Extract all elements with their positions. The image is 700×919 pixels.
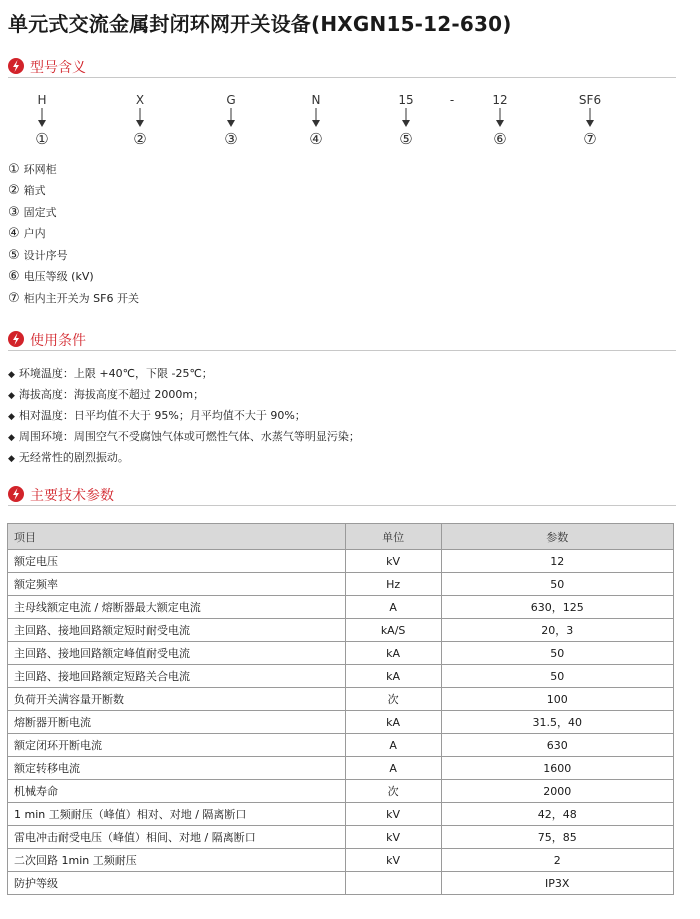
cell-value: 50 xyxy=(441,665,673,688)
code-char-dash: - xyxy=(449,93,455,107)
code-number-6: ⑥ xyxy=(493,130,507,148)
meaning-item xyxy=(8,268,94,284)
code-number-5: ⑤ xyxy=(399,130,413,148)
code-char-h: H xyxy=(37,93,47,107)
table-row xyxy=(8,734,674,757)
meaning-text: 电压等级 (kV) xyxy=(23,270,94,283)
down-arrow-icon xyxy=(37,108,47,128)
lightning-bolt-icon xyxy=(8,331,24,347)
col-header-unit: 单位 xyxy=(345,524,441,550)
code-number-1: ① xyxy=(35,130,49,148)
page-title: 单元式交流金属封闭环网开关设备(HXGN15-12-630) xyxy=(8,12,512,36)
cell-item: 1 min 工频耐压（峰值）相对、对地 / 隔离断口 xyxy=(8,803,346,826)
cell-unit: kA xyxy=(345,711,441,734)
meaning-number: ⑥ xyxy=(8,269,20,284)
table-row xyxy=(8,550,674,573)
code-number-2: ② xyxy=(133,130,147,148)
cell-unit: kV xyxy=(345,849,441,872)
cell-item: 防护等级 xyxy=(8,872,346,895)
code-char-n: N xyxy=(311,93,321,107)
table-row xyxy=(8,665,674,688)
condition-item xyxy=(8,386,204,402)
meaning-number: ① xyxy=(8,162,20,177)
meaning-text: 柜内主开关为 SF6 开关 xyxy=(23,292,139,305)
code-number-4: ④ xyxy=(309,130,323,148)
cell-unit: A xyxy=(345,596,441,619)
table-row xyxy=(8,596,674,619)
cell-value: 630 xyxy=(441,734,673,757)
cell-unit xyxy=(345,872,441,895)
col-header-item: 项目 xyxy=(8,524,346,550)
table-row xyxy=(8,619,674,642)
meaning-item xyxy=(8,182,46,198)
meaning-item xyxy=(8,161,57,177)
meaning-text: 环网柜 xyxy=(23,163,57,176)
down-arrow-icon xyxy=(226,108,236,128)
diamond-bullet-icon: ◆ xyxy=(8,433,15,443)
meaning-item xyxy=(8,247,68,263)
meaning-text: 户内 xyxy=(23,227,46,240)
meaning-number: ⑦ xyxy=(8,291,20,306)
table-row xyxy=(8,573,674,596)
cell-item: 主母线额定电流 / 熔断器最大额定电流 xyxy=(8,596,346,619)
cell-item: 熔断器开断电流 xyxy=(8,711,346,734)
table-row xyxy=(8,849,674,872)
condition-text: 相对温度：日平均值不大于 95%；月平均值不大于 90%； xyxy=(18,409,306,422)
meaning-number: ② xyxy=(8,183,20,198)
cell-unit: kA xyxy=(345,642,441,665)
code-number-3: ③ xyxy=(224,130,238,148)
cell-item: 负荷开关满容量开断数 xyxy=(8,688,346,711)
table-header-row xyxy=(8,524,674,550)
cell-value: 1600 xyxy=(441,757,673,780)
condition-text: 海拔高度：海拔高度不超过 2000m； xyxy=(18,388,205,401)
cell-value: 50 xyxy=(441,642,673,665)
cell-value: 42，48 xyxy=(441,803,673,826)
condition-item xyxy=(8,407,306,423)
table-row xyxy=(8,803,674,826)
cell-item: 主回路、接地回路额定峰值耐受电流 xyxy=(8,642,346,665)
code-char-x: X xyxy=(135,93,145,107)
down-arrow-icon xyxy=(311,108,321,128)
cell-unit: Hz xyxy=(345,573,441,596)
cell-item: 机械寿命 xyxy=(8,780,346,803)
meaning-text: 固定式 xyxy=(23,206,57,219)
cell-item: 额定电压 xyxy=(8,550,346,573)
table-row xyxy=(8,688,674,711)
condition-text: 周围环境：周围空气不受腐蚀气体或可燃性气体、水蒸气等明显污染； xyxy=(18,430,360,443)
cell-item: 主回路、接地回路额定短路关合电流 xyxy=(8,665,346,688)
meaning-text: 箱式 xyxy=(23,184,46,197)
condition-text: 无经常性的剧烈振动。 xyxy=(18,451,129,464)
cell-value: 2 xyxy=(441,849,673,872)
cell-unit: kV xyxy=(345,826,441,849)
section-header-model xyxy=(8,57,676,78)
cell-item: 二次回路 1min 工频耐压 xyxy=(8,849,346,872)
meaning-item xyxy=(8,290,139,306)
table-row xyxy=(8,711,674,734)
diamond-bullet-icon: ◆ xyxy=(8,370,15,380)
code-char-voltage: 12 xyxy=(492,93,508,107)
specs-table xyxy=(7,523,674,895)
table-row xyxy=(8,757,674,780)
cell-unit: kV xyxy=(345,550,441,573)
cell-value: 75，85 xyxy=(441,826,673,849)
meaning-number: ⑤ xyxy=(8,248,20,263)
col-header-value: 参数 xyxy=(441,524,673,550)
cell-unit: A xyxy=(345,734,441,757)
lightning-bolt-icon xyxy=(8,58,24,74)
code-char-sf6: SF6 xyxy=(578,93,602,107)
cell-value: 20，3 xyxy=(441,619,673,642)
diamond-bullet-icon: ◆ xyxy=(8,412,15,422)
down-arrow-icon xyxy=(135,108,145,128)
table-row xyxy=(8,780,674,803)
cell-value: 630，125 xyxy=(441,596,673,619)
code-char-design: 15 xyxy=(398,93,414,107)
code-number-7: ⑦ xyxy=(583,130,597,148)
meaning-item xyxy=(8,204,57,220)
table-row xyxy=(8,642,674,665)
table-row xyxy=(8,826,674,849)
meaning-number: ④ xyxy=(8,226,20,241)
cell-item: 额定转移电流 xyxy=(8,757,346,780)
cell-value: IP3X xyxy=(441,872,673,895)
cell-value: 2000 xyxy=(441,780,673,803)
down-arrow-icon xyxy=(401,108,411,128)
cell-value: 31.5，40 xyxy=(441,711,673,734)
cell-value: 100 xyxy=(441,688,673,711)
down-arrow-icon xyxy=(585,108,595,128)
section-title-model: 型号含义 xyxy=(30,60,86,76)
table-row xyxy=(8,872,674,895)
cell-unit: A xyxy=(345,757,441,780)
cell-item: 额定闭环开断电流 xyxy=(8,734,346,757)
diamond-bullet-icon: ◆ xyxy=(8,454,15,464)
cell-unit: kA xyxy=(345,665,441,688)
meaning-text: 设计序号 xyxy=(23,249,68,262)
cell-unit: kV xyxy=(345,803,441,826)
lightning-bolt-icon xyxy=(8,486,24,502)
section-header-conditions xyxy=(8,330,676,351)
section-header-params xyxy=(8,485,676,506)
cell-unit: 次 xyxy=(345,688,441,711)
cell-item: 额定频率 xyxy=(8,573,346,596)
cell-value: 50 xyxy=(441,573,673,596)
cell-value: 12 xyxy=(441,550,673,573)
cell-unit: kA/S xyxy=(345,619,441,642)
condition-item xyxy=(8,428,360,444)
diamond-bullet-icon: ◆ xyxy=(8,391,15,401)
down-arrow-icon xyxy=(495,108,505,128)
section-title-conditions: 使用条件 xyxy=(30,333,86,349)
code-char-g: G xyxy=(226,93,236,107)
condition-item xyxy=(8,365,213,381)
meaning-number: ③ xyxy=(8,205,20,220)
cell-item: 雷电冲击耐受电压（峰值）相间、对地 / 隔离断口 xyxy=(8,826,346,849)
condition-item xyxy=(8,449,129,465)
meaning-item xyxy=(8,225,46,241)
section-title-params: 主要技术参数 xyxy=(30,488,114,504)
condition-text: 环境温度：上限 +40℃，下限 -25℃； xyxy=(18,367,213,380)
cell-item: 主回路、接地回路额定短时耐受电流 xyxy=(8,619,346,642)
cell-unit: 次 xyxy=(345,780,441,803)
